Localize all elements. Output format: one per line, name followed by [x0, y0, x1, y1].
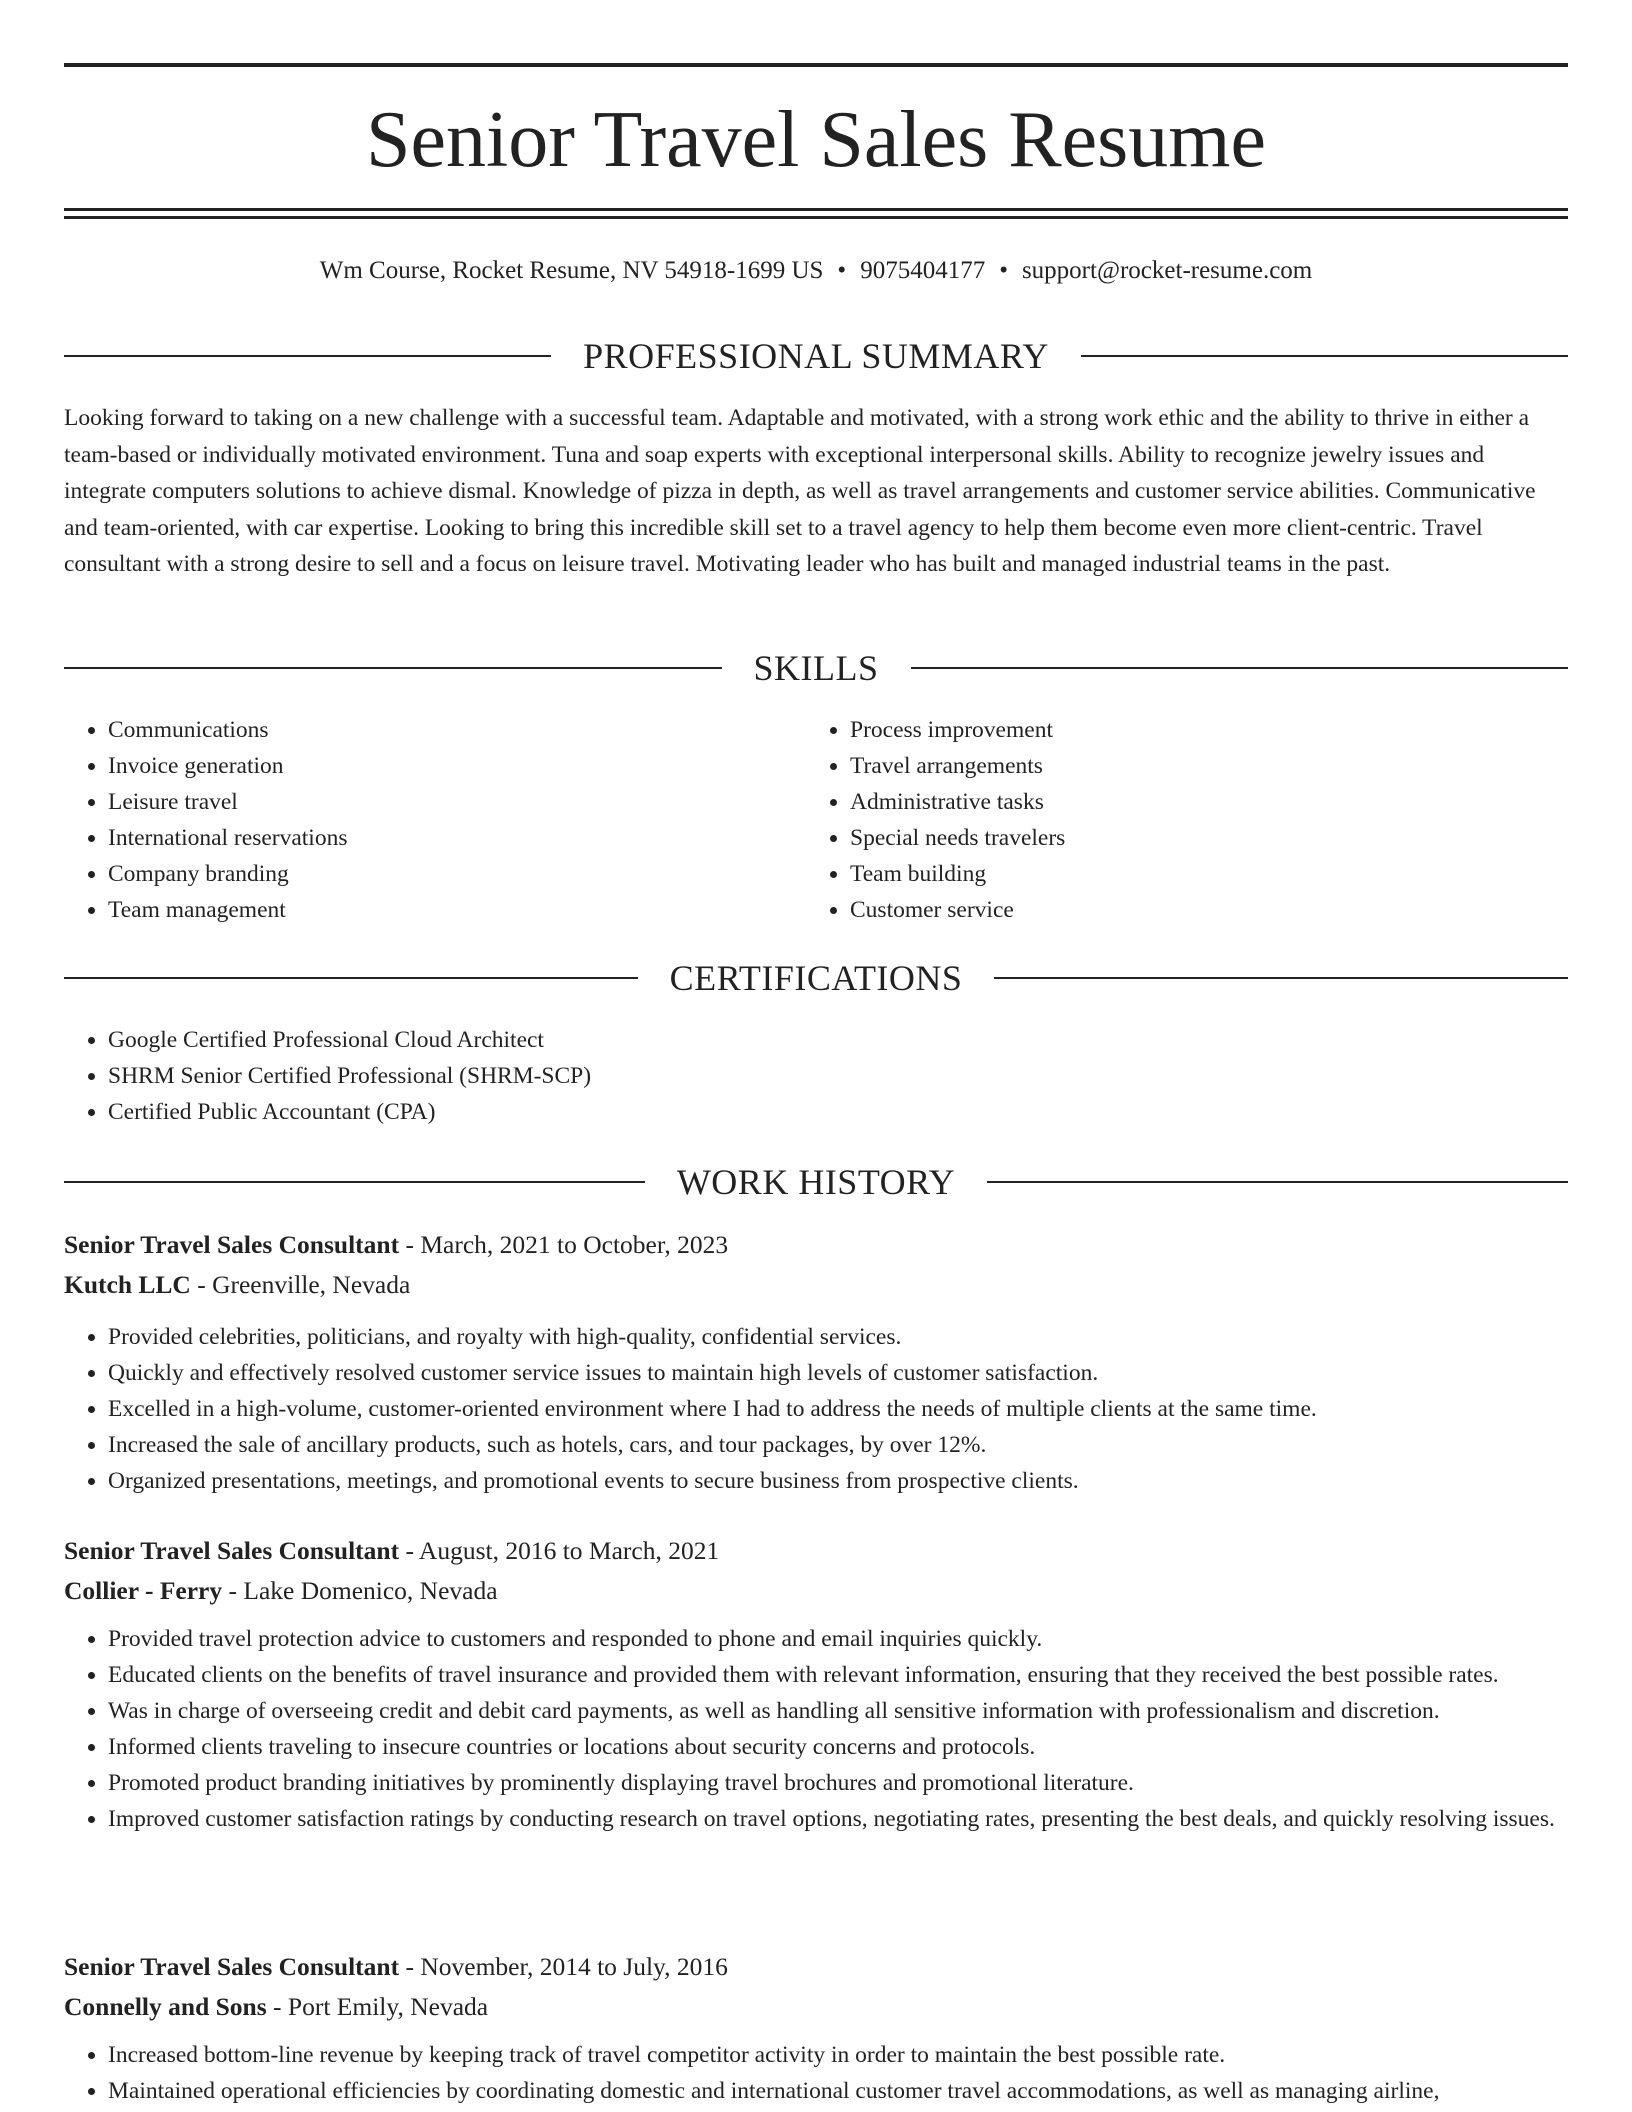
job-dates: - March, 2021 to October, 2023 — [399, 1230, 729, 1259]
section-rule — [911, 667, 1569, 669]
job-location: - Greenville, Nevada — [190, 1270, 411, 1299]
skill-item: • Leisure travel — [108, 784, 764, 820]
job-title-line — [64, 1225, 1568, 1265]
job-bullet: • Promoted product branding initiatives by prominently displaying travel brochures and promotional literature. — [108, 1765, 1568, 1801]
job-location: - Port Emily, Nevada — [266, 1992, 489, 2021]
skill-item: • Invoice generation — [108, 748, 764, 784]
job-title: Senior Travel Sales Consultant — [64, 1230, 400, 1259]
section-title: SKILLS — [753, 648, 879, 688]
skill-item: • Team building — [850, 856, 1506, 892]
job-company-line — [64, 1987, 1568, 2027]
certifications-list — [64, 1022, 1568, 1130]
job-bullet: • Organized presentations, meetings, and promotional events to secure business from prospective clients. — [108, 1463, 1568, 1499]
job-entry — [64, 1531, 1568, 1837]
section-rule — [994, 977, 1568, 979]
section-header-skills — [64, 646, 1568, 690]
section-header-work-history — [64, 1160, 1568, 1204]
job-dates: - August, 2016 to March, 2021 — [399, 1536, 720, 1565]
job-bullet: • Maintained operational efficiencies by coordinating domestic and international customer travel accommodations, as well as managing airline, — [108, 2073, 1568, 2109]
job-dates: - November, 2014 to July, 2016 — [399, 1952, 728, 1981]
title-rule-upper — [64, 208, 1568, 211]
certification-item: • Certified Public Accountant (CPA) — [108, 1094, 1568, 1130]
contact-separator: • — [999, 257, 1008, 284]
job-title-line — [64, 1947, 1568, 1987]
job-bullet: • Provided travel protection advice to customers and responded to phone and email inquiries quickly. — [108, 1621, 1568, 1657]
contact-separator: • — [837, 257, 847, 284]
job-company: Kutch LLC — [64, 1270, 191, 1299]
job-bullet: • Increased bottom-line revenue by keeping track of travel competitor activity in order to maintain the best possible rate. — [108, 2037, 1568, 2073]
title-rule-lower — [64, 216, 1568, 219]
skill-item: • Customer service — [850, 892, 1506, 928]
job-entry — [64, 1947, 1568, 2109]
job-location: - Lake Domenico, Nevada — [222, 1576, 498, 1605]
skill-item: • Communications — [108, 712, 764, 748]
section-rule — [1081, 355, 1568, 357]
contact-phone: 9075404177 — [860, 257, 986, 284]
job-company: Collier - Ferry — [64, 1576, 223, 1605]
contact-address: Wm Course, Rocket Resume, NV 54918-1699 US — [319, 257, 824, 284]
job-title: Senior Travel Sales Consultant — [64, 1952, 400, 1981]
skills-list — [64, 712, 764, 928]
job-bullet: • Provided celebrities, politicians, and royalty with high-quality, confidential services. — [108, 1319, 1568, 1355]
skill-item: • Company branding — [108, 856, 764, 892]
job-bullet: • Increased the sale of ancillary products, such as hotels, cars, and tour packages, by over 12%. — [108, 1427, 1568, 1463]
section-rule — [64, 977, 638, 979]
skill-item: • International reservations — [108, 820, 764, 856]
skills-column-left — [64, 712, 764, 928]
skill-item: • Process improvement — [850, 712, 1506, 748]
job-title-line — [64, 1531, 1568, 1571]
skills-column-right — [806, 712, 1506, 928]
section-title: PROFESSIONAL SUMMARY — [583, 336, 1049, 376]
job-bullet: • Educated clients on the benefits of travel insurance and provided them with relevant information, ensuring that they received the best possible rates. — [108, 1657, 1568, 1693]
job-company-line — [64, 1265, 1568, 1305]
resume-title: Senior Travel Sales Resume — [366, 96, 1266, 184]
skill-item: • Travel arrangements — [850, 748, 1506, 784]
skill-item: • Team management — [108, 892, 764, 928]
section-header-summary — [64, 334, 1568, 378]
skill-item: • Administrative tasks — [850, 784, 1506, 820]
job-company: Connelly and Sons — [64, 1992, 267, 2021]
section-title: CERTIFICATIONS — [669, 958, 963, 998]
skill-item: • Special needs travelers — [850, 820, 1506, 856]
section-header-certifications — [64, 956, 1568, 1000]
job-bullets — [64, 2037, 1568, 2109]
job-title: Senior Travel Sales Consultant — [64, 1536, 400, 1565]
top-rule — [64, 63, 1568, 67]
job-bullet: • Quickly and effectively resolved customer service issues to maintain high levels of customer satisfaction. — [108, 1355, 1568, 1391]
job-bullet: • Excelled in a high-volume, customer-oriented environment where I had to address the needs of multiple clients at the same time. — [108, 1391, 1568, 1427]
job-bullets — [64, 1621, 1568, 1837]
job-entry — [64, 1225, 1568, 1499]
certifications-block — [64, 1022, 1568, 1130]
certification-item: • Google Certified Professional Cloud Architect — [108, 1022, 1568, 1058]
job-bullets — [64, 1319, 1568, 1499]
section-rule — [64, 667, 722, 669]
job-bullet: • Informed clients traveling to insecure countries or locations about security concerns and protocols. — [108, 1729, 1568, 1765]
section-rule — [987, 1181, 1568, 1183]
skills-list — [806, 712, 1506, 928]
certification-item: • SHRM Senior Certified Professional (SHRM-SCP) — [108, 1058, 1568, 1094]
section-title: WORK HISTORY — [676, 1162, 956, 1202]
summary-text: Looking forward to taking on a new challenge with a successful team. Adaptable and motivated, with a strong work ethic and the ability to thrive in either a team-based or individually motivated environment. Tuna and soap experts with exceptional interpersonal skills. Ability to recognize jewelry issues and integrate computers solutions to achieve dismal. Knowledge of pizza in depth, as well as travel arrangements and customer service abilities. Communicative and team-oriented, with car expertise. Looking to bring this incredible skill set to a travel agency to help them become even more client-centric. Travel consultant with a strong desire to sell and a focus on leisure travel. Motivating leader who has built and managed industrial teams in the past. — [64, 405, 1536, 577]
contact-line — [64, 256, 1568, 286]
section-rule — [64, 355, 551, 357]
contact-email: support@rocket-resume.com — [1021, 257, 1313, 284]
job-bullet: • Improved customer satisfaction ratings by conducting research on travel options, negotiating rates, presenting the best deals, and quickly resolving issues. — [108, 1801, 1568, 1837]
job-company-line — [64, 1571, 1568, 1611]
section-rule — [64, 1181, 645, 1183]
job-bullet: • Was in charge of overseeing credit and debit card payments, as well as handling all sensitive information with professionalism and discretion. — [108, 1693, 1568, 1729]
